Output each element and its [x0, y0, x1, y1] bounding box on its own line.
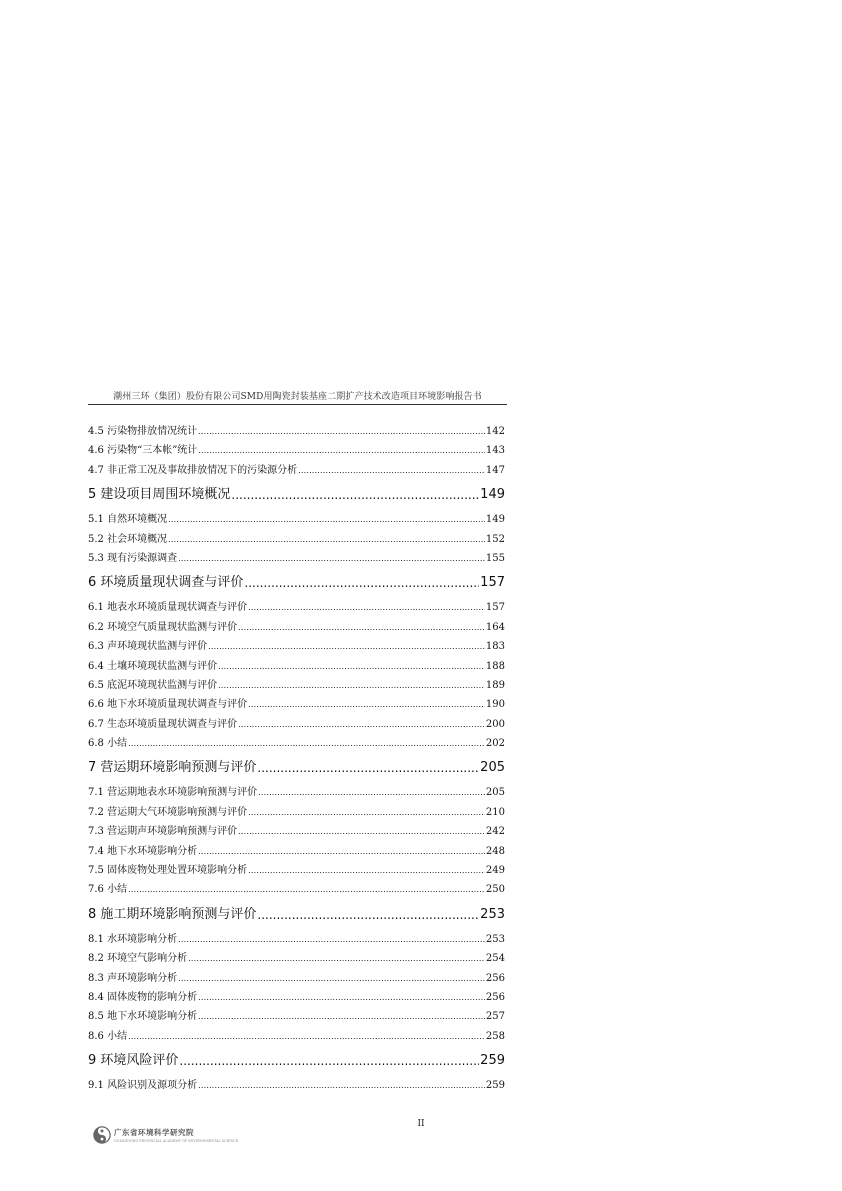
toc-entry-title: 6.4 土壤环境现状监测与评价 [88, 660, 218, 672]
toc-entry-5-1[interactable] [88, 510, 505, 529]
dot-leader [198, 988, 485, 1007]
toc-entry-page: 190 [485, 699, 505, 711]
toc-entry-page: 253 [485, 933, 505, 945]
toc-entry-title: 9.1 风险识别及源项分析 [88, 1080, 198, 1092]
toc-entry-page: 188 [485, 660, 505, 672]
dot-leader [198, 1076, 485, 1095]
toc-entry-page: 157 [485, 602, 505, 614]
toc-chapter-page: 259 [480, 1053, 505, 1069]
toc-entry-title: 4.7 非正常工况及事故排放情况下的污染源分析 [88, 464, 298, 476]
toc-entry-page: 249 [485, 865, 505, 877]
toc-entry-7-5[interactable] [88, 861, 505, 880]
dot-leader [238, 715, 485, 734]
toc-entry-page: 250 [485, 884, 505, 896]
toc-entry-page: 202 [485, 738, 505, 750]
toc-entry-6-4[interactable] [88, 657, 505, 676]
toc-entry-9-1[interactable] [88, 1076, 505, 1095]
toc-entry-title: 5.3 现有污染源调查 [88, 552, 178, 564]
running-header: 潮州三环（集团）股份有限公司SMD用陶瓷封装基座二期扩产技术改造项目环境影响报告书 [113, 392, 482, 402]
toc-entry-title: 6.1 地表水环境质量现状调查与评价 [88, 602, 248, 614]
toc-entry-8-3[interactable] [88, 969, 505, 988]
toc-entry-6-2[interactable] [88, 618, 505, 637]
toc-entry-8-6[interactable] [88, 1027, 505, 1046]
toc-chapter-page: 157 [480, 575, 505, 591]
toc-chapter-page: 149 [480, 487, 505, 503]
toc-entry-page: 256 [485, 991, 505, 1003]
toc-chapter-page: 205 [480, 760, 505, 776]
toc-entry-title: 8.5 地下水环境影响分析 [88, 1011, 198, 1023]
toc-entry-page: 155 [485, 552, 505, 564]
toc-entry-title: 6.3 声环境现状监测与评价 [88, 641, 208, 653]
toc-entry-title: 7.6 小结 [88, 884, 128, 896]
toc-entry-8-1[interactable] [88, 930, 505, 949]
page-number: II [417, 1119, 425, 1129]
dot-leader [198, 1007, 485, 1026]
dot-leader [188, 949, 485, 968]
dot-leader [178, 549, 485, 568]
toc-entry-7-6[interactable] [88, 880, 505, 899]
dot-leader [298, 461, 485, 480]
toc-chapter-title: 6 环境质量现状调查与评价 [88, 575, 244, 591]
dot-leader [208, 637, 485, 656]
toc-entry-title: 8.6 小结 [88, 1030, 128, 1042]
toc-chapter-page: 253 [480, 906, 505, 922]
toc-entry-title: 5.1 自然环境概况 [88, 514, 168, 526]
toc-entry-5-3[interactable] [88, 549, 505, 568]
institute-emblem-icon [93, 1126, 111, 1144]
toc-entry-4-5[interactable] [88, 422, 505, 441]
toc-entry-8-4[interactable] [88, 988, 505, 1007]
dot-leader [168, 510, 485, 529]
toc-entry-title: 6.2 环境空气质量现状监测与评价 [88, 621, 238, 633]
toc-entry-7-3[interactable] [88, 822, 505, 841]
toc-chapter-5[interactable] [88, 480, 505, 510]
dot-leader [238, 822, 485, 841]
toc-entry-title: 7.2 营运期大气环境影响预测与评价 [88, 806, 248, 818]
toc-entry-title: 7.3 营运期声环境影响预测与评价 [88, 826, 238, 838]
toc-entry-page: 149 [485, 514, 505, 526]
dot-leader [248, 803, 485, 822]
toc-entry-6-5[interactable] [88, 676, 505, 695]
toc-entry-page: 205 [485, 787, 505, 799]
toc-entry-page: 189 [485, 679, 505, 691]
toc-entry-page: 257 [485, 1011, 505, 1023]
toc-entry-page: 242 [485, 826, 505, 838]
toc-entry-title: 7.5 固体废物处理处置环境影响分析 [88, 865, 248, 877]
toc-entry-page: 254 [485, 953, 505, 965]
institute-name-en: GUANGDONG PROVINCIAL ACADEMY OF ENVIRONMENTAL SCIENCE [114, 1139, 239, 1143]
dot-leader [198, 422, 485, 441]
toc-entry-page: 152 [485, 533, 505, 545]
toc-entry-4-7[interactable] [88, 461, 505, 480]
dot-leader [257, 753, 479, 783]
toc-entry-6-1[interactable] [88, 598, 505, 617]
toc-entry-6-8[interactable] [88, 734, 505, 753]
toc-entry-5-2[interactable] [88, 530, 505, 549]
dot-leader [244, 568, 479, 598]
toc-entry-page: 256 [485, 972, 505, 984]
header-rule [88, 404, 507, 405]
toc-chapter-8[interactable] [88, 900, 505, 930]
toc-entry-title: 5.2 社会环境概况 [88, 533, 168, 545]
toc-entry-7-4[interactable] [88, 842, 505, 861]
table-of-contents [88, 422, 505, 1096]
toc-entry-title: 8.2 环境空气影响分析 [88, 953, 188, 965]
dot-leader [238, 618, 485, 637]
toc-chapter-title: 7 营运期环境影响预测与评价 [88, 760, 257, 776]
toc-entry-title: 7.4 地下水环境影响分析 [88, 845, 198, 857]
toc-chapter-7[interactable] [88, 753, 505, 783]
toc-entry-title: 8.4 固体废物的影响分析 [88, 991, 198, 1003]
toc-entry-title: 7.1 营运期地表水环境影响预测与评价 [88, 787, 258, 799]
dot-leader [218, 676, 485, 695]
toc-entry-title: 6.7 生态环境质量现状调查与评价 [88, 718, 238, 730]
dot-leader [128, 1027, 485, 1046]
dot-leader [231, 480, 479, 510]
toc-chapter-6[interactable] [88, 568, 505, 598]
toc-entry-6-6[interactable] [88, 695, 505, 714]
toc-entry-title: 8.3 声环境影响分析 [88, 972, 178, 984]
toc-entry-page: 142 [485, 425, 505, 437]
dot-leader [198, 441, 485, 460]
dot-leader [128, 734, 485, 753]
dot-leader [178, 969, 485, 988]
toc-chapter-title: 9 环境风险评价 [88, 1053, 179, 1069]
toc-entry-7-2[interactable] [88, 803, 505, 822]
toc-entry-page: 164 [485, 621, 505, 633]
institute-logo [93, 1126, 238, 1144]
toc-entry-page: 200 [485, 718, 505, 730]
toc-entry-6-7[interactable] [88, 715, 505, 734]
toc-entry-title: 6.6 地下水环境质量现状调查与评价 [88, 699, 248, 711]
toc-entry-page: 147 [485, 464, 505, 476]
toc-entry-title: 4.5 污染物排放情况统计 [88, 425, 198, 437]
dot-leader [128, 880, 485, 899]
dot-leader [248, 695, 485, 714]
dot-leader [179, 1046, 479, 1076]
dot-leader [168, 530, 485, 549]
toc-entry-4-6[interactable] [88, 441, 505, 460]
toc-entry-8-5[interactable] [88, 1007, 505, 1026]
toc-entry-title: 8.1 水环境影响分析 [88, 933, 178, 945]
toc-entry-title: 6.8 小结 [88, 738, 128, 750]
toc-entry-page: 259 [485, 1080, 505, 1092]
toc-chapter-9[interactable] [88, 1046, 505, 1076]
toc-entry-8-2[interactable] [88, 949, 505, 968]
toc-entry-page: 248 [485, 845, 505, 857]
dot-leader [257, 900, 479, 930]
toc-entry-page: 183 [485, 641, 505, 653]
dot-leader [198, 842, 485, 861]
toc-entry-title: 4.6 污染物“三本帐”统计 [88, 445, 198, 457]
toc-chapter-title: 5 建设项目周围环境概况 [88, 487, 231, 503]
institute-name: 广东省环境科学研究院 [114, 1128, 194, 1137]
dot-leader [178, 930, 485, 949]
toc-entry-7-1[interactable] [88, 783, 505, 802]
toc-entry-title: 6.5 底泥环境现状监测与评价 [88, 679, 218, 691]
dot-leader [258, 783, 485, 802]
toc-entry-6-3[interactable] [88, 637, 505, 656]
toc-entry-page: 143 [485, 445, 505, 457]
dot-leader [248, 861, 485, 880]
dot-leader [248, 598, 485, 617]
toc-entry-page: 210 [485, 806, 505, 818]
dot-leader [218, 657, 485, 676]
toc-chapter-title: 8 施工期环境影响预测与评价 [88, 906, 257, 922]
toc-entry-page: 258 [485, 1030, 505, 1042]
